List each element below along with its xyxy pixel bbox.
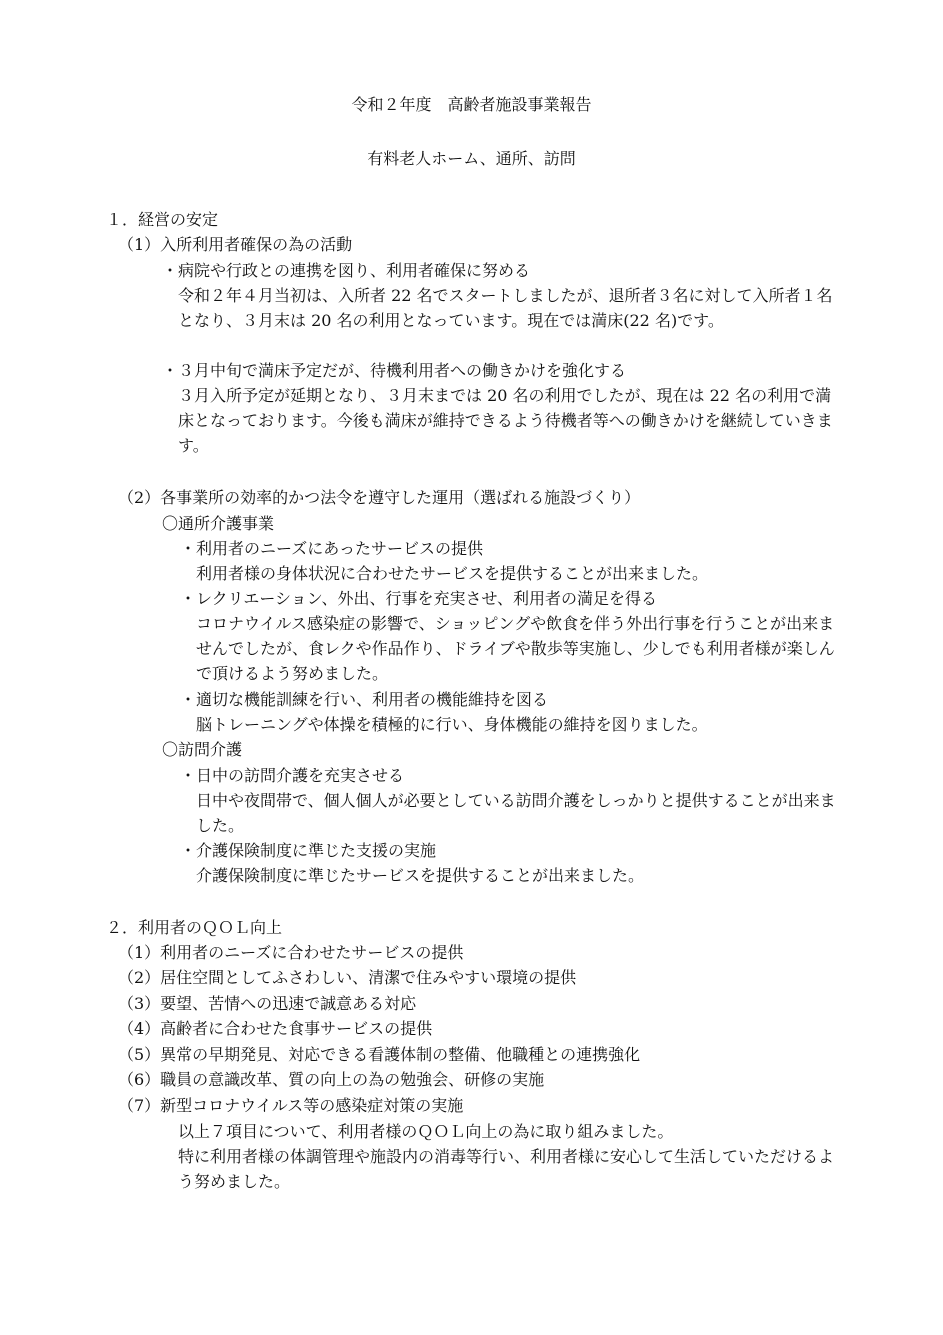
group1-item2-text: コロナウイルス感染症の影響で、ショッピングや飲食を伴う外出行事を行うことが出来ませんでしたが、食レクや作品作り、ドライブや散歩等実施し、少しでも利用者様が楽しんで頂けるよう努めました。 [196,614,835,683]
section2-item: （4）高齢者に合わせた食事サービスの提供 [118,1019,433,1038]
section1-sub1-heading: （1）入所利用者確保の為の活動 [118,235,353,254]
group1-item1-text: 利用者様の身体状況に合わせたサービスを提供することが出来ました。 [196,564,709,583]
document-subtitle: 有料老人ホーム、通所、訪問 [367,149,576,168]
section2-heading: ２．利用者のＱＯＬ向上 [106,918,283,937]
section1-sub1-item1-text: 令和２年４月当初は、入所者 22 名でスタートしましたが、退所者３名に対して入所者１名となり、３月末は 20 名の利用となっています。現在では満床(22 名)です。 [178,286,833,330]
group1-item3-bullet: ・適切な機能訓練を行い、利用者の機能維持を図る [180,690,549,709]
group2-item2-bullet: ・介護保険制度に準じた支援の実施 [180,841,437,860]
group1-item1-bullet: ・利用者のニーズにあったサービスの提供 [180,539,484,558]
section2-summary1: 以上７項目について、利用者様のＱＯＬ向上の為に取り組みました。 [178,1122,674,1141]
section2-item: （2）居住空間としてふさわしい、清潔で住みやすい環境の提供 [118,968,577,987]
group1-heading: 〇通所介護事業 [162,514,275,533]
group1-item3-text: 脳トレーニングや体操を積極的に行い、身体機能の維持を図りました。 [196,715,708,734]
section1-sub2-heading: （2）各事業所の効率的かつ法令を遵守した運用（選ばれる施設づくり） [118,488,641,507]
group2-item2-text: 介護保険制度に準じたサービスを提供することが出来ました。 [196,866,645,885]
group2-heading: 〇訪問介護 [162,740,243,759]
group2-item1-text: 日中や夜間帯で、個人個人が必要としている訪問介護をしっかりと提供することが出来ました。 [196,791,836,835]
group2-item1-bullet: ・日中の訪問介護を充実させる [180,766,405,785]
document-title: 令和２年度 高齢者施設事業報告 [351,95,592,114]
group1-item2-bullet: ・レクリエーション、外出、行事を充実させ、利用者の満足を得る [180,589,657,608]
section2-item: （7）新型コロナウイルス等の感染症対策の実施 [118,1096,464,1115]
section2-item: （5）異常の早期発見、対応できる看護体制の整備、他職種との連携強化 [118,1045,641,1064]
section1-sub1-item2-bullet: ・３月中旬で満床予定だが、待機利用者への働きかけを強化する [162,361,627,380]
section1-sub1-item2-text: ３月入所予定が延期となり、３月末までは 20 名の利用でしたが、現在は 22 名の利用で満床となっております。今後も満床が維持できるよう待機者等への働きかけを継続していきます。 [178,386,833,455]
section2-item: （6）職員の意識改革、質の向上の為の勉強会、研修の実施 [118,1070,545,1089]
section2-item: （3）要望、苦情への迅速で誠意ある対応 [118,994,417,1013]
section1-heading: １．経営の安定 [106,210,219,229]
section1-sub1-item1-bullet: ・病院や行政との連携を図り、利用者確保に努める [162,261,531,280]
section2-summary2: 特に利用者様の体調管理や施設内の消毒等行い、利用者様に安心して生活していただけるよう努めました。 [178,1147,835,1191]
section2-item: （1）利用者のニーズに合わせたサービスの提供 [118,943,464,962]
